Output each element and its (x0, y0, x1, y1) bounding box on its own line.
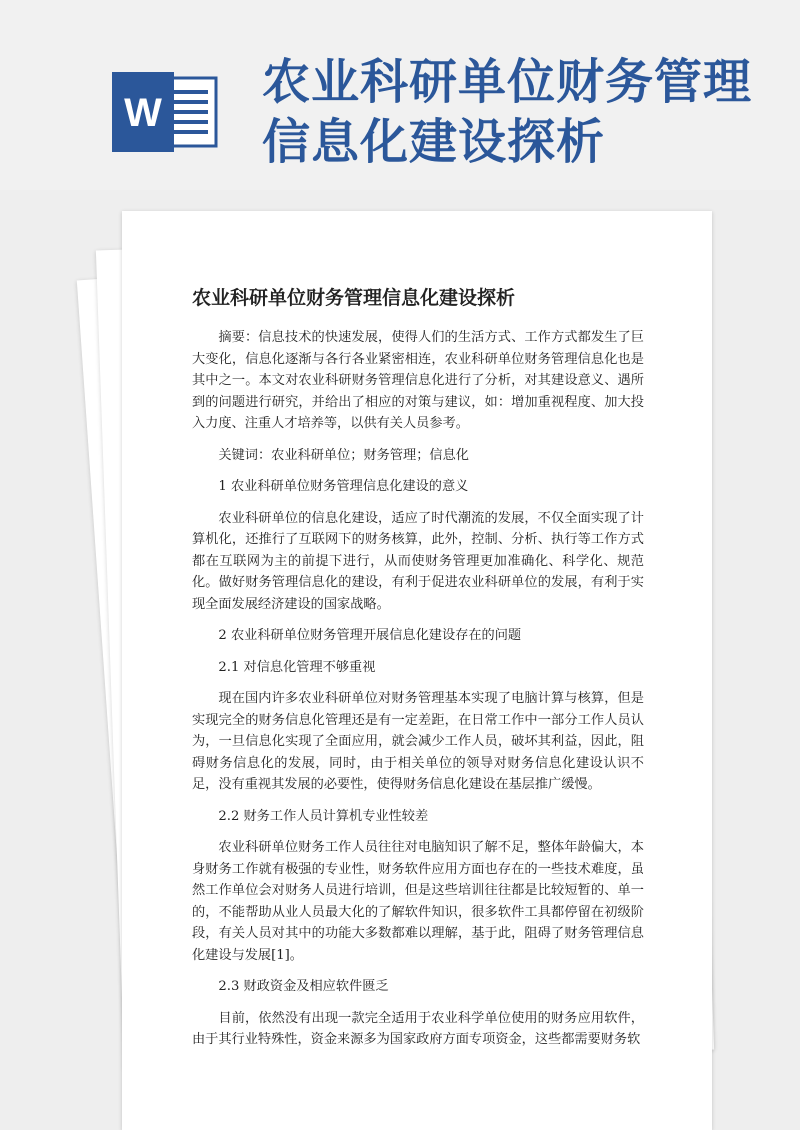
document-title: 农业科研单位财务管理信息化建设探析 (192, 287, 516, 309)
abstract: 摘要：信息技术的快速发展，使得人们的生活方式、工作方式都发生了巨大变化，信息化逐渐与各行各业紧密相连，农业科研单位财务管理信息化也是其中之一。本文对农业科研财务管理信息化进行了分析，对其建设意义、遇所到的问题进行研究，并给出了相应的对策与建议，如：增加重视程度、加大投入力度、注重人才培养等，以供有关人员参考。 (192, 330, 644, 431)
section-heading-2-3: 2.3 财政资金及相应软件匮乏 (218, 979, 389, 994)
banner (0, 0, 800, 190)
section-text-2-3: 目前，依然没有出现一款完全适用于农业科学单位使用的财务应用软件，由于其行业特殊性，资金来源多为国家政府方面专项资金，这些都需要财务软 (192, 1010, 644, 1047)
word-document-icon (112, 72, 222, 152)
section-heading-1: 1 农业科研单位财务管理信息化建设的意义 (218, 479, 469, 494)
banner-title-line2: 信息化建设探析 (262, 114, 606, 170)
section-text-1: 农业科研单位的信息化建设，适应了时代潮流的发展，不仅全面实现了计算机化，还推行了互联网下的财务核算，此外，控制、分析、执行等工作方式都在互联网为主的前提下进行，从而使财务管理更加准确化、科学化、规范化。做好财务管理信息化的建设，有利于促进农业科研单位的发展，有利于实现全面发展经济建设的国家战略。 (192, 510, 644, 612)
banner-title-line1: 农业科研单位财务管理 (262, 54, 753, 110)
banner-title (262, 52, 782, 172)
section-text-2-1: 现在国内许多农业科研单位对财务管理基本实现了电脑计算与核算，但是实现完全的财务信息化管理还是有一定差距，在日常工作中一部分工作人员认为，一旦信息化实现了全面应用，就会减少工作人员，破坏其利益，因此，阻碍财务信息化的发展，同时，由于相关单位的领导对财务信息化建设认识不足，没有重视其发展的必要性，使得财务信息化建设在基层推广缓慢。 (192, 691, 644, 792)
section-heading-2-1: 2.1 对信息化管理不够重视 (218, 659, 376, 675)
svg-text:W: W (124, 91, 162, 135)
keywords: 关键词：农业科研单位；财务管理；信息化 (218, 447, 469, 463)
section-text-2-2: 农业科研单位财务工作人员往往对电脑知识了解不足，整体年龄偏大，本身财务工作就有极强的专业性，财务软件应用方面也存在的一些技术难度，虽然工作单位会对财务人员进行培训，但是这些培训往往都是比较短暂的、单一的，不能帮助从业人员最大化的了解软件知识，很多软件工具都停留在初级阶段，有关人员对其中的功能大多数都难以理解，基于此，阻碍了财务管理信息化建设与发展[1]。 (192, 840, 644, 963)
section-heading-2: 2 农业科研单位财务管理开展信息化建设存在的问题 (218, 628, 522, 643)
section-heading-2-2: 2.2 财务工作人员计算机专业性较差 (218, 808, 429, 824)
document-body (192, 327, 644, 1061)
